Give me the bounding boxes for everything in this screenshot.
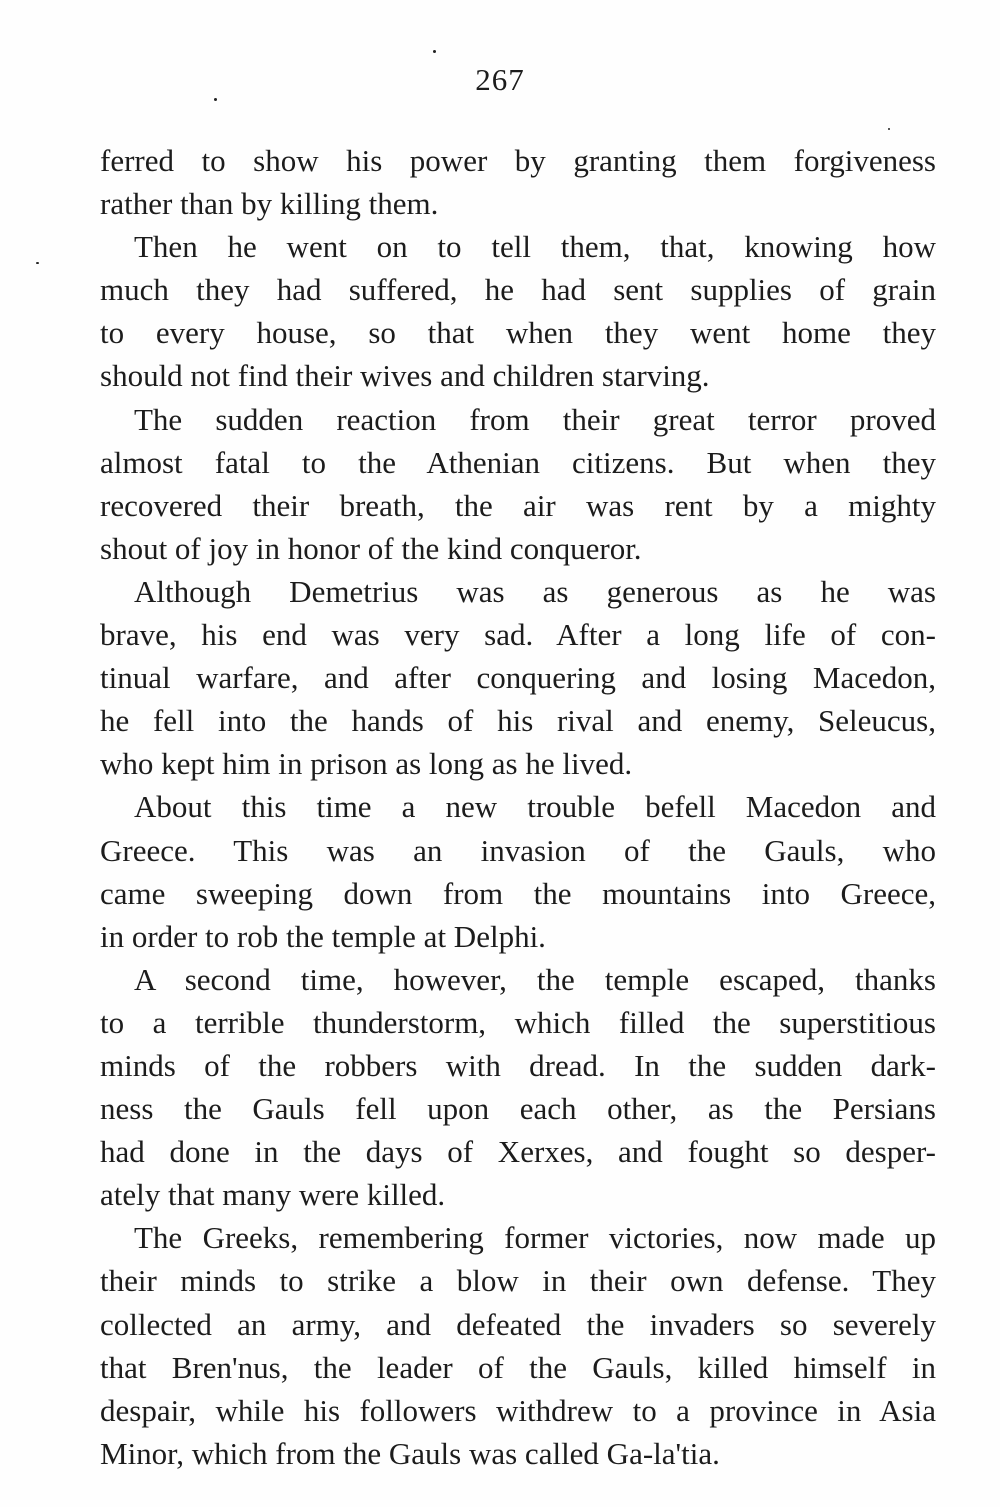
- ink-speck: [433, 50, 436, 53]
- text-line: who kept him in prison as long as he lived.: [100, 746, 633, 782]
- paragraph: [100, 225, 936, 397]
- text-line: brave, his end was very sad. After a long life of con-: [100, 617, 936, 653]
- text-line: he fell into the hands of his rival and enemy, Seleucus,: [100, 703, 936, 739]
- paragraph: [100, 1216, 936, 1475]
- text-line: despair, while his followers withdrew to a province in Asia: [100, 1392, 936, 1428]
- text-line: almost fatal to the Athenian citizens. But when they: [100, 444, 936, 480]
- text-line: ferred to show his power by granting them forgiveness: [100, 143, 936, 178]
- text-line: About this time a new trouble befell Macedon and: [134, 789, 936, 825]
- page-number: 267: [475, 62, 525, 97]
- text-line: Greece. This was an invasion of the Gauls, who: [100, 832, 936, 868]
- text-line: should not find their wives and children starving.: [100, 358, 710, 394]
- text-line: had done in the days of Xerxes, and fought so desper-: [100, 1134, 936, 1170]
- paragraph: [100, 398, 936, 570]
- text-line: minds of the robbers with dread. In the sudden dark-: [100, 1047, 936, 1083]
- text-line: that Bren'nus, the leader of the Gauls, killed himself in: [100, 1349, 936, 1385]
- text-line: collected an army, and defeated the invaders so severely: [100, 1306, 936, 1342]
- text-line: Then he went on to tell them, that, knowing how: [134, 229, 936, 265]
- text-line: much they had suffered, he had sent supplies of grain: [100, 272, 936, 308]
- text-line: to every house, so that when they went home they: [100, 315, 936, 351]
- ink-speck: [888, 128, 890, 130]
- text-line: their minds to strike a blow in their own defense. They: [100, 1263, 936, 1299]
- text-line: rather than by killing them.: [100, 186, 439, 222]
- text-line: A second time, however, the temple escaped, thanks: [134, 961, 936, 997]
- text-line: ately that many were killed.: [100, 1177, 446, 1213]
- text-line: recovered their breath, the air was rent by a mighty: [100, 487, 936, 523]
- ink-speck: [36, 262, 39, 264]
- text-line: to a terrible thunderstorm, which filled the superstitious: [100, 1004, 936, 1040]
- ink-speck: [214, 98, 217, 101]
- text-line: ness the Gauls fell upon each other, as the Persians: [100, 1091, 936, 1127]
- text-line: The sudden reaction from their great terror proved: [134, 401, 936, 437]
- paragraph: [100, 570, 936, 785]
- paragraph: [100, 958, 936, 1217]
- text-line: Although Demetrius was as generous as he was: [134, 573, 936, 609]
- text-line: The Greeks, remembering former victories, now made up: [134, 1220, 936, 1256]
- paragraph: [100, 139, 936, 225]
- paragraph: [100, 785, 936, 957]
- text-line: tinual warfare, and after conquering and losing Macedon,: [100, 660, 936, 696]
- text-line: came sweeping down from the mountains into Greece,: [100, 875, 936, 911]
- text-line: shout of joy in honor of the kind conqueror.: [100, 530, 642, 566]
- body-text: [100, 139, 936, 1475]
- text-line: Minor, which from the Gauls was called Ga-la'tia.: [100, 1435, 720, 1471]
- text-line: in order to rob the temple at Delphi.: [100, 918, 546, 954]
